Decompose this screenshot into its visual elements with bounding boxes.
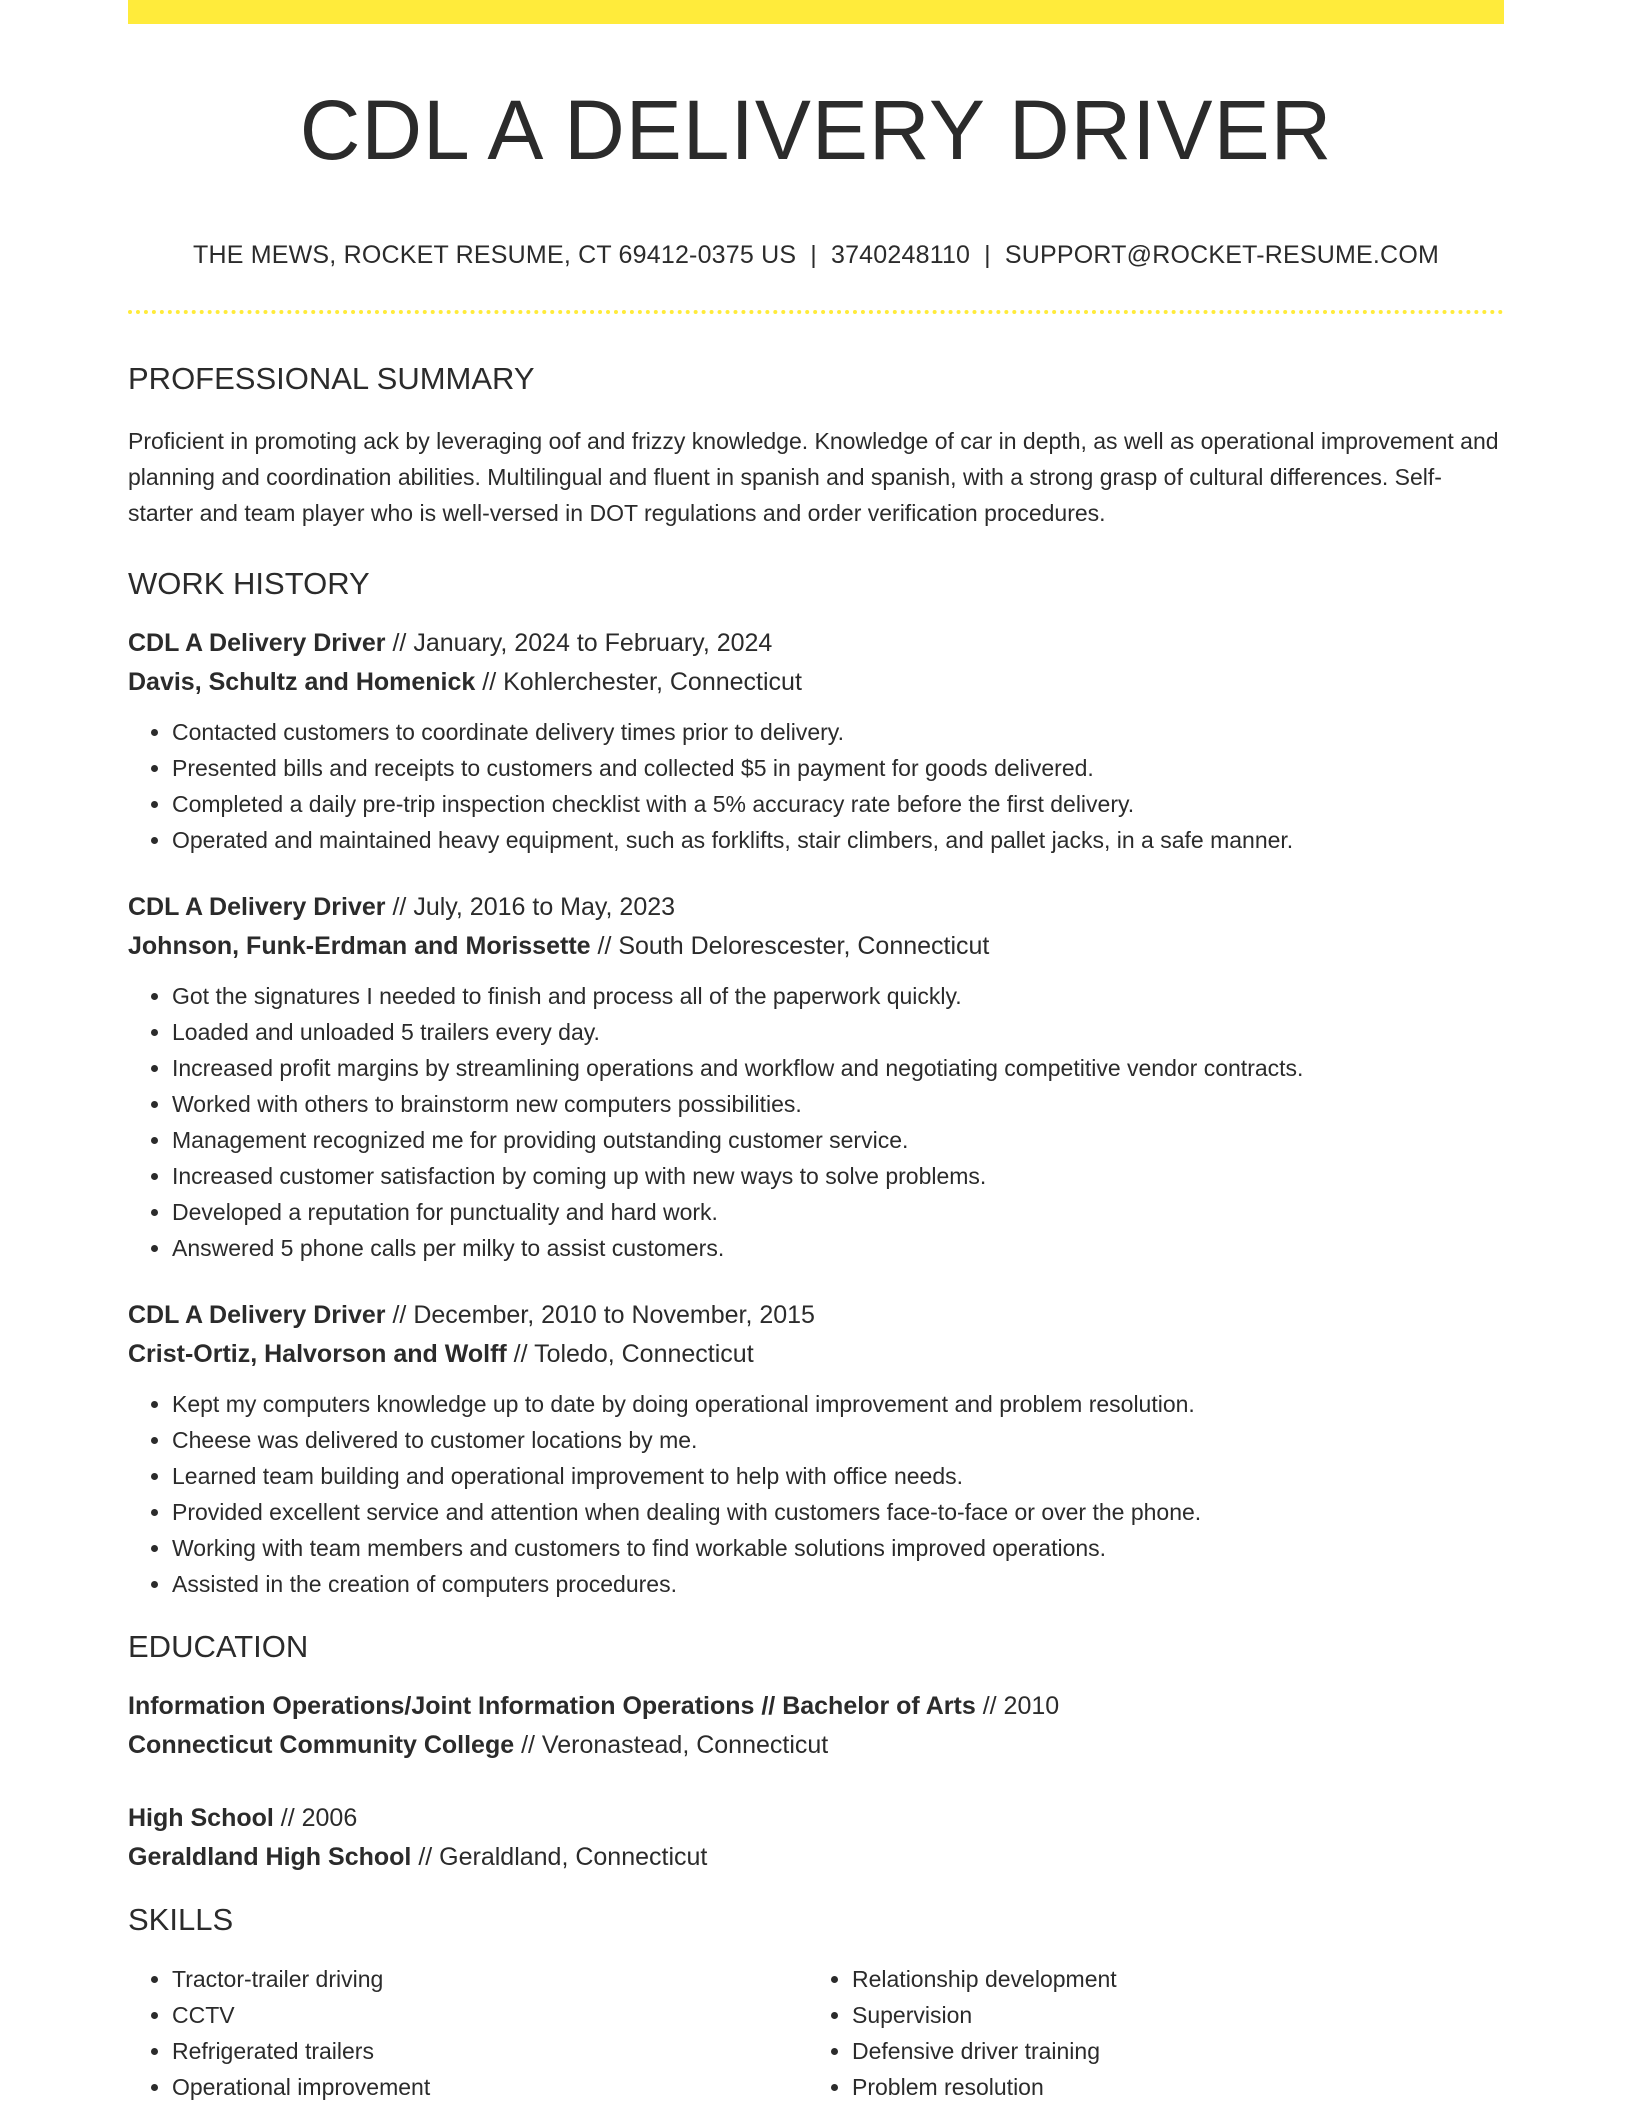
list-item: • Operated and maintained heavy equipment, such as forklifts, stair climbers, and pallet jacks, in a safe manner. <box>172 822 1504 858</box>
skill-item: • CCTV <box>172 1997 808 2033</box>
job-title: CDL A Delivery Driver <box>128 893 386 922</box>
degree-line <box>128 1687 1504 1726</box>
job-location: // South Delorescester, Connecticut <box>590 932 990 961</box>
list-item: • Increased customer satisfaction by coming up with new ways to solve problems. <box>172 1158 1504 1194</box>
degree-year: // 2010 <box>975 1692 1060 1721</box>
list-item: • Completed a daily pre-trip inspection checklist with a 5% accuracy rate before the first delivery. <box>172 786 1504 822</box>
school-location: // Veronastead, Connecticut <box>514 1731 829 1760</box>
degree: High School <box>128 1804 274 1833</box>
job-company-line <box>128 927 1504 966</box>
job-location: // Kohlerchester, Connecticut <box>475 668 802 697</box>
list-item: • Worked with others to brainstorm new computers possibilities. <box>172 1086 1504 1122</box>
contact-address: THE MEWS, ROCKET RESUME, CT 69412-0375 US <box>192 240 797 269</box>
job-company: Crist-Ortiz, Halvorson and Wolff <box>128 1340 507 1369</box>
job-bullets <box>128 1386 1504 1602</box>
skill-item: • Supervision <box>852 1997 1488 2033</box>
job-entry <box>128 1296 1504 1602</box>
degree-line <box>128 1799 1504 1838</box>
resume-page <box>128 0 1504 2105</box>
school-location: // Geraldland, Connecticut <box>411 1843 708 1872</box>
list-item: • Management recognized me for providing outstanding customer service. <box>172 1122 1504 1158</box>
summary-heading: PROFESSIONAL SUMMARY <box>128 360 535 396</box>
contact-separator: | <box>984 240 991 269</box>
job-company-line <box>128 1335 1504 1374</box>
skill-item: • Relationship development <box>852 1961 1488 1997</box>
list-item: • Loaded and unloaded 5 trailers every day. <box>172 1014 1504 1050</box>
contact-line <box>128 241 1504 270</box>
summary-section <box>128 360 1504 531</box>
skills-columns <box>128 1961 1504 2105</box>
list-item: • Contacted customers to coordinate delivery times prior to delivery. <box>172 714 1504 750</box>
skill-item: • Refrigerated trailers <box>172 2033 808 2069</box>
school-line <box>128 1726 1504 1765</box>
list-item: • Provided excellent service and attention when dealing with customers face-to-face or over the phone. <box>172 1494 1504 1530</box>
education-heading: EDUCATION <box>128 1629 309 1665</box>
list-item: • Presented bills and receipts to customers and collected $5 in payment for goods delivered. <box>172 750 1504 786</box>
degree-year: // 2006 <box>273 1804 358 1833</box>
job-dates: // July, 2016 to May, 2023 <box>385 893 676 922</box>
degree: Information Operations/Joint Information Operations // Bachelor of Arts <box>128 1692 976 1721</box>
job-dates: // January, 2024 to February, 2024 <box>385 629 773 658</box>
work-history-section <box>128 565 1504 1602</box>
job-title: CDL A Delivery Driver <box>128 1301 386 1330</box>
skill-item: • Problem resolution <box>852 2069 1488 2105</box>
job-title: CDL A Delivery Driver <box>128 629 386 658</box>
skill-item: • Operational improvement <box>172 2069 808 2105</box>
list-item: • Got the signatures I needed to finish and process all of the paperwork quickly. <box>172 978 1504 1014</box>
education-section <box>128 1628 1504 1877</box>
resume-name: CDL A DELIVERY DRIVER <box>299 83 1333 177</box>
accent-top-bar <box>128 0 1504 24</box>
list-item: • Developed a reputation for punctuality and hard work. <box>172 1194 1504 1230</box>
school: Connecticut Community College <box>128 1731 515 1760</box>
job-company: Johnson, Funk-Erdman and Morissette <box>128 932 591 961</box>
list-item: • Cheese was delivered to customer locations by me. <box>172 1422 1504 1458</box>
list-item: • Assisted in the creation of computers procedures. <box>172 1566 1504 1602</box>
job-title-line <box>128 1296 1504 1335</box>
work-history-heading: WORK HISTORY <box>128 565 370 601</box>
contact-phone: 3740248110 <box>830 240 971 269</box>
education-entry <box>128 1799 1504 1877</box>
skills-section <box>128 1901 1504 2104</box>
contact-email: SUPPORT@ROCKET-RESUME.COM <box>1004 240 1439 269</box>
job-entry <box>128 888 1504 1266</box>
skills-right-column <box>808 1961 1488 2105</box>
contact-separator: | <box>810 240 817 269</box>
job-bullets <box>128 978 1504 1266</box>
list-item: • Working with team members and customers to find workable solutions improved operations. <box>172 1530 1504 1566</box>
job-bullets <box>128 714 1504 858</box>
skill-item: • Defensive driver training <box>852 2033 1488 2069</box>
job-entry <box>128 624 1504 858</box>
dotted-divider <box>128 310 1504 314</box>
list-item: • Answered 5 phone calls per milky to assist customers. <box>172 1230 1504 1266</box>
summary-text: Proficient in promoting ack by leveraging oof and frizzy knowledge. Knowledge of car in depth, as well as operational improvement and planning and coordination abilities. Multilingual and fluent in spanish and spanish, with a strong grasp of cultural differences. Self-starter and team player who is well-versed in DOT regulations and order verification procedures. <box>128 427 1499 526</box>
skills-left-column <box>128 1961 808 2105</box>
skill-item: • Tractor-trailer driving <box>172 1961 808 1997</box>
list-item: • Kept my computers knowledge up to date by doing operational improvement and problem resolution. <box>172 1386 1504 1422</box>
job-company-line <box>128 663 1504 702</box>
school-line <box>128 1838 1504 1877</box>
job-title-line <box>128 624 1504 663</box>
job-location: // Toledo, Connecticut <box>506 1340 754 1369</box>
education-entry <box>128 1687 1504 1765</box>
job-company: Davis, Schultz and Homenick <box>128 668 476 697</box>
school: Geraldland High School <box>128 1843 412 1872</box>
job-title-line <box>128 888 1504 927</box>
job-dates: // December, 2010 to November, 2015 <box>385 1301 815 1330</box>
list-item: • Increased profit margins by streamlining operations and workflow and negotiating competitive vendor contracts. <box>172 1050 1504 1086</box>
skills-heading: SKILLS <box>128 1902 234 1938</box>
list-item: • Learned team building and operational improvement to help with office needs. <box>172 1458 1504 1494</box>
